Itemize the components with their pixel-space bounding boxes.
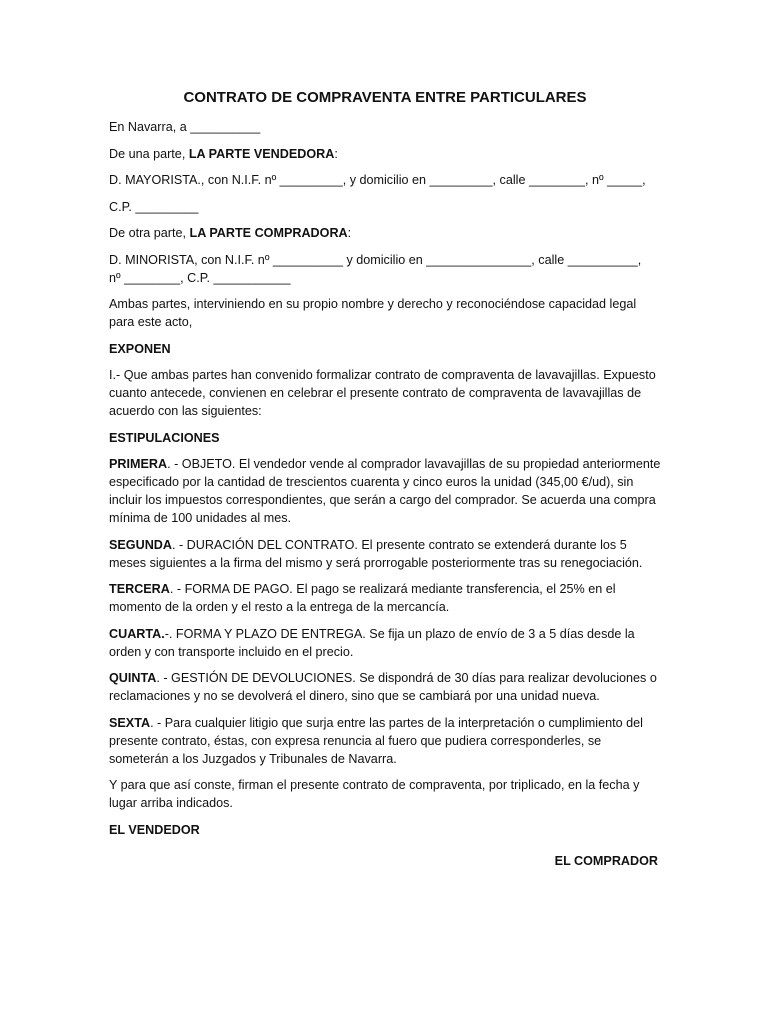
clause-primera	[109, 455, 661, 527]
clause-text: . - Para cualquier litigio que surja entre las partes de la interpretación o cumplimiento del presente contrato, éstas, con expresa renuncia al fuero que pudiera corresponderles, se someterán a los Juzgados y Tribunales de Navarra.	[109, 715, 643, 766]
seller-details-line-1: D. MAYORISTA., con N.I.F. nº _________, y domicilio en _________, calle ________, nº _____,	[109, 173, 646, 187]
clause-text: . - GESTIÓN DE DEVOLUCIONES. Se dispondrá de 30 días para realizar devoluciones o reclamaciones y no se devolverá el dinero, sino que se cambiará por una unidad nueva.	[109, 671, 657, 703]
buyer-details	[109, 251, 661, 287]
estipulaciones-heading	[109, 429, 661, 447]
seller-signature-label: EL VENDEDOR	[109, 822, 200, 837]
document-title: CONTRATO DE COMPRAVENTA ENTRE PARTICULARES	[183, 89, 587, 106]
clause-label: QUINTA	[109, 671, 157, 685]
clause-label: CUARTA.	[109, 626, 165, 641]
clause-segunda	[109, 536, 661, 572]
clause-label: PRIMERA	[109, 457, 168, 471]
closing-statement: Y para que así conste, firman el presente contrato de compraventa, por triplicado, en la fecha y lugar arriba indicados.	[109, 778, 640, 810]
clause-label: SEXTA	[109, 715, 151, 730]
capacity-statement: Ambas partes, interviniendo en su propio nombre y derecho y reconociéndose capacidad legal para este acto,	[109, 297, 637, 329]
buyer-signature-label: EL COMPRADOR	[554, 853, 658, 868]
buyer-party-label: LA PARTE COMPRADORA	[189, 226, 348, 240]
contract-document	[109, 88, 661, 878]
exponen-heading-text: EXPONEN	[109, 341, 171, 356]
buyer-intro-text: De otra parte,	[109, 226, 190, 240]
clause-tercera	[109, 580, 661, 616]
estipulaciones-heading-text: ESTIPULACIONES	[109, 430, 220, 445]
seller-signature	[109, 821, 661, 839]
clause-text: . - DURACIÓN DEL CONTRATO. El presente contrato se extenderá durante los 5 meses siguientes a la firma del mismo y será prorrogable posteriormente tras su renegociación.	[109, 537, 643, 570]
seller-colon: :	[334, 146, 338, 161]
clause-text: -. FORMA Y PLAZO DE ENTREGA. Se fija un plazo de envío de 3 a 5 días desde la orden y con transporte incluido en el precio.	[109, 626, 635, 659]
seller-intro-text: De una parte,	[109, 146, 189, 161]
exponen-heading	[109, 340, 661, 358]
place-date: En Navarra, a __________	[109, 120, 261, 134]
clause-label: SEGUNDA	[109, 537, 172, 552]
seller-party-intro	[109, 145, 661, 163]
clause-label: TERCERA	[109, 582, 170, 596]
seller-details-line-2: C.P. _________	[109, 199, 199, 214]
buyer-colon: :	[347, 226, 352, 240]
clause-cuarta	[109, 625, 661, 661]
clause-text: . - FORMA DE PAGO. El pago se realizará mediante transferencia, el 25% en el momento de la orden y el resto a la entrega de la mercancía.	[109, 582, 616, 614]
clause-sexta	[109, 714, 661, 768]
exponen-text: I.- Que ambas partes han convenido formalizar contrato de compraventa de lavavajillas. Expuesto cuanto antecede, convienen en celebrar el presente contrato de compraventa de lavavajillas de acuerdo con las siguientes:	[109, 368, 656, 418]
buyer-signature	[109, 852, 658, 870]
buyer-party-intro	[109, 224, 661, 242]
clause-quinta	[109, 669, 661, 705]
buyer-details-line-1: D. MINORISTA, con N.I.F. nº __________ y domicilio en _______________, calle __________,	[109, 252, 642, 267]
buyer-details-line-2: nº ________, C.P. ___________	[109, 270, 291, 285]
seller-party-label: LA PARTE VENDEDORA	[188, 146, 335, 161]
clause-text: . - OBJETO. El vendedor vende al comprador lavavajillas de su propiedad anteriormente especificado por la cantidad de trescientos cuarenta y cinco euros la unidad (345,00 €/ud), sin incluir los impuestos correspondientes, que serán a cargo del comprador. Se acuerda una compra mínima de 100 unidades al mes.	[109, 457, 661, 525]
